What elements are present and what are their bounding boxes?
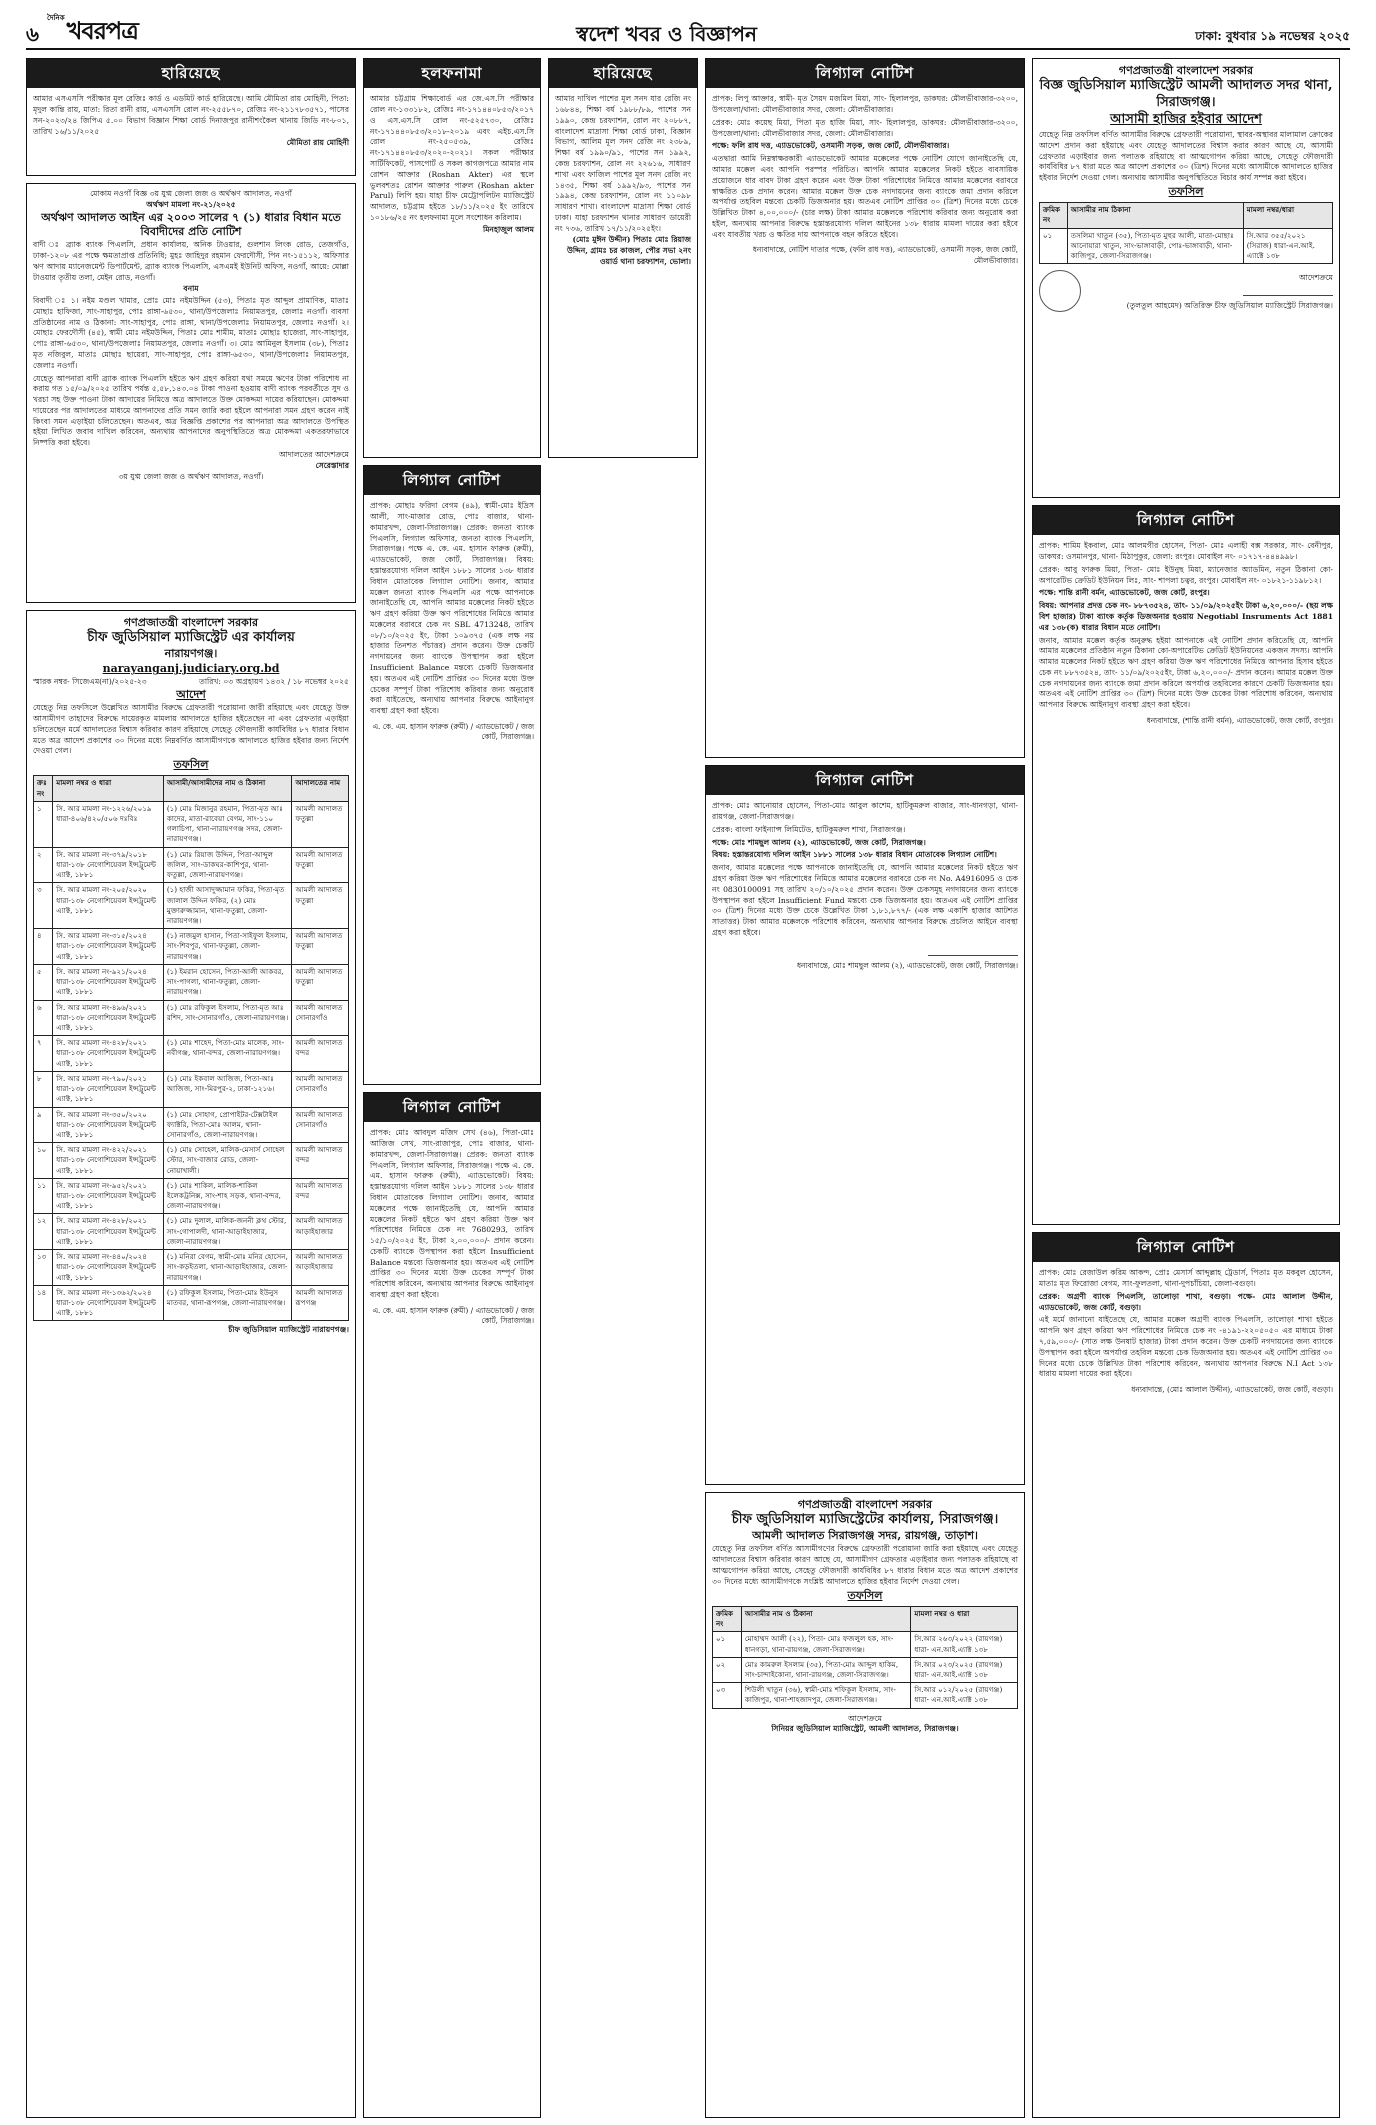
table-row: [34, 1214, 349, 1250]
table-footer: চীফ জুডিসিয়াল ম্যাজিস্ট্রেট নারায়ণগঞ্জ।: [228, 1325, 349, 1335]
memo-number: স্মারক নম্বর- সিজেএম(না)/২০২৫-২৩: [33, 677, 147, 687]
table-cell: আমলী আদালত সোনারগাঁও: [292, 1071, 349, 1107]
table-cell: সি. আর মামলা নং-৪৪০/২০২৪ ধারা-১৩৮ নেগোশিয়েবল ইন্সট্রুমেন্ট এ্যাক্ট, ১৮৮১: [53, 1250, 164, 1286]
ad-band: লিগ্যাল নোটিশ: [706, 766, 1024, 795]
ad-band: লিগ্যাল নোটিশ: [706, 59, 1024, 88]
table-cell: সি. আর মামলা নং-৪২৮/২০২১ ধারা-১৩৮ নেগোশিয়েবল ইন্সট্রুমেন্ট এ্যাক্ট, ১৮৮১: [53, 1036, 164, 1072]
gov-title: গণপ্রজাতন্ত্রী বাংলাদেশ সরকার: [123, 616, 259, 629]
table-cell: ১০: [34, 1143, 53, 1179]
table-cell: সি.আর ০২৩/২০২৫ (রায়গঞ্জ) ধারা- এন.আই.এ্যাক্ট ১৩৮: [911, 1657, 1018, 1682]
table-cell: আমলী আদালত ফতুল্লা: [292, 883, 349, 929]
schedule-title: তফসিল: [173, 758, 209, 772]
notice-signature: ধন্যবাদান্তে, (শান্তি রানী বর্মন), এ্যাডভোকেট, জজ কোর্ট, রংপুর।: [1146, 716, 1333, 726]
subject: বিষয়: হস্তান্তরযোগ্য দলিল আইন ১৮৮১ সালের ১৩৮ ধারার বিধান মোতাবেক লিগ্যাল নোটিশ।: [712, 850, 997, 860]
table-cell: ১১: [34, 1178, 53, 1214]
office-title: বিজ্ঞ জুডিসিয়াল ম্যাজিস্ট্রেট আমলী আদালত সদর থানা, সিরাজগঞ্জ।: [1039, 78, 1333, 111]
ad-band: লিগ্যাল নোটিশ: [1033, 1233, 1339, 1262]
table-header-cell: মামলা নম্বর/ধারা: [1243, 203, 1332, 228]
table-cell: ২: [34, 847, 53, 883]
notice-signature: এ. কে. এম. হাসান ফারুক (রুমী) / এ্যাডভোকেট / জজ কোর্ট, সিরাজগঞ্জ।: [372, 721, 534, 742]
table-cell: আমলী আদালত সোনারগাঁও: [292, 1000, 349, 1036]
table-cell: আমলী আদালত সোনারগাঁও: [292, 1107, 349, 1143]
sender: প্রেরক: বাংলা ফাইন্যান্স লিমিটেড, হাটিকুমরুল শাখা, সিরাজগঞ্জ।: [712, 824, 906, 834]
table-row: [34, 883, 349, 929]
table-header-cell: আসামী/আসামীদের নাম ও ঠিকানা: [163, 776, 292, 801]
table-cell: সি.আর ০১২/২০২৫ (রায়গঞ্জ) ধারা- এন.আই.এ্যাক্ট ১৩৮: [911, 1683, 1018, 1708]
table-header-cell: ক্রমিক নং: [1040, 203, 1068, 228]
table-row: [713, 1683, 1018, 1708]
column-4: [705, 58, 1025, 2118]
table-cell: (১) মোঃ সোহেল, মালিক-মেসার্স সোহেল স্টোর, সাং-বাজার রোড, জেলা-নোয়াখালী।: [163, 1143, 292, 1179]
table-row: [34, 964, 349, 1000]
notice-body: জনাব, আমার মক্কেলের পক্ষে আপনাকে জানাইতেছি যে, আপনি আমার মক্কেলের নিকট হইতে ঋণ গ্রহণ করিয়া উক্ত ঋণ পরিশোধের নিমিত্তে আমার মক্কেলের বরাবরে চেক নং No. A4916095 ও চেক নং 0830100091 সহ তারিখ ২০/১০/২০২৫ প্রদান করেন। উক্ত চেকসমূহ নগদায়নের জন্য ব্যাংকে উপস্থাপন করা হইলে Insufficient Fund মন্তব্যে চেক ডিজঅনার হয়। অতএব এই নোটিশ প্রাপ্তির ৩০ (ত্রিশ) দিনের মধ্যে উক্ত চেকে উল্লেখিত টাকা ১,৮১,৮৭৭/- (এক লক্ষ একাশি হাজার আটশত সাতাত্তর) টাকা আমার মক্কেলকে পরিশোধ করিবেন, অন্যথায় আপনার বিরুদ্ধে প্রচলিত আইনে ব্যবস্থা গ্রহণ করা হইবে।: [712, 863, 1018, 937]
ad-band: হলফনামা: [364, 59, 540, 88]
notice-body: এই মর্মে জানানো যাইতেছে যে, আমার মক্কেল অগ্রণী ব্যাংক পিএলসি, তালোড়া শাখা হইতে আপনি ঋণ গ্রহণ করিয়া ঋণ পরিশোধের নিমিত্তে চেক নং -৪১৯১-২২০৫০৫০ এর মাধ্যমে টাকা ৭,৫৯,০০০/- (সাত লক্ষ উনষাট হাজার) টাকা প্রদান করেন। উক্ত চেকটি নগদায়নের জন্য ব্যাংকে উপস্থাপন করা হইলে অপর্যাপ্ত তহবিল মন্তব্যে চেক ডিজঅনার হয়। অতএব এই নোটিশ প্রাপ্তির ৩০ দিনের মধ্যে চেকে উল্লিখিত টাকা পরিশোধ করিবেন, অন্যথায় আপনার বিরুদ্ধে N.I Act ১৩৮ ধারায় মামলা দায়ের করা হইবে।: [1039, 1315, 1333, 1379]
table-cell: সি. আর মামলা নং-৪২২/২০২১ ধারা-১৩৮ নেগোশিয়েবল ইন্সট্রুমেন্ট এ্যাক্ট, ১৮৮১: [53, 1143, 164, 1179]
accused-table: [1039, 202, 1333, 264]
table-cell: সি.আর ৩৫৫/২০২১ (সিরাজ) ধারা-এন.আই. এ্যাক্টে ১৩৮: [1243, 228, 1332, 264]
notice-body: এতদ্বারা আমি নিম্নস্বাক্ষরকারী এ্যাডভোকেট আমার মক্কেলের পক্ষে নোটিশ যোগে জানাইতেছি যে, আমার মক্কেল এবং আপনি পরস্পর পরিচিত। আপনি আমার মক্কেলের নিকট হইতে ব্যবসায়িক প্রয়োজনে ধার বাবদ টাকা গ্রহণ করেন এবং উক্ত টাকা পরিশোধের নিমিত্তে আমার মক্কেলের বরাবরে স্বাক্ষরিত চেক প্রদান করেন। আমার মক্কেল উক্ত চেক নগদায়নের জন্য ব্যাংকে জমা প্রদান করিলে অপর্যাপ্ত তহবিল মন্তব্যে চেকটি ডিজঅনার হয়। অতএব নোটিশ প্রাপ্তির ৩০ (ত্রিশ) দিনের মধ্যে চেকে উল্লিখিত টাকা ৪,০০,০০০/- (চার লক্ষ) টাকা আমার মক্কেলকে পরিশোধ করিবার জন্য অনুরোধ করা হইল, অন্যথায় আপনার বিরুদ্ধে হস্তান্তরযোগ্য দলিল আইনের ১৩৮ ধারায় মামলা দায়ের করা হইবে এবং যাবতীয় খরচ ও ক্ষতির দায় আপনাকে বহন করিতে হইবে।: [712, 154, 1018, 239]
table-row: [34, 1143, 349, 1179]
court-name: আমলী আদালত সিরাজগঞ্জ সদর, রায়গঞ্জ, তাড়াশ।: [752, 1529, 978, 1543]
legal-notice-moulvibazar: [705, 58, 1025, 758]
table-cell: (১) ইমরান হোসেন, পিতা-আলী আকবর, সাং-পাগলা, থানা-ফতুল্লা, জেলা-নারায়ণগঞ্জ।: [163, 964, 292, 1000]
legal-notice-janata-1: [363, 465, 541, 1085]
table-row: [713, 1632, 1018, 1657]
column-5: [1032, 58, 1340, 2118]
notice-body: প্রাপক: মোঃ আবদুল মজিদ সেখ (৪৬), পিতা-মোঃ আজিজ সেখ, সাং-রাজাপুর, পোঃ বাজার, থানা-কামারখন্দ, জেলা-সিরাজগঞ্জ। প্রেরক: জনতা ব্যাংক পিএলসি, লিগ্যাল অফিসার, সিরাজগঞ্জ। পক্ষে এ. কে. এম. হাসান ফারুক (রুমী), এ্যাডভোকেট। বিষয়: হস্তান্তরযোগ্য দলিল আইন ১৮৮১ সালের ১৩৮ ধারার বিধান মোতাবেক লিগ্যাল নোটিশ। জনাব, আমার মক্কেলের পক্ষে জানাইতেছি যে, আপনি আমার মক্কেলের নিকট হইতে ঋণ গ্রহণ করিয়া উক্ত ঋণ পরিশোধের নিমিত্তে চেক নং 7680293, তারিখ ১৫/১০/২০২৫ ইং, টাকা ২,০০,০০০/- প্রদান করেন। চেকটি ব্যাংকে উপস্থাপন করা হইলে Insufficient Balance মন্তব্যে ডিজঅনার হয়। অতএব এই নোটিশ প্রাপ্তির ৩০ দিনের মধ্যে উক্ত চেকের সম্পূর্ণ টাকা পরিশোধ করিবেন, অন্যথায় আপনার বিরুদ্ধে আইনানুগ ব্যবস্থা গ্রহণ করা হইবে।: [370, 1128, 534, 1300]
table-header-cell: মামলা নম্বর ও ধারা: [53, 776, 164, 801]
table-cell: ০১: [1040, 228, 1068, 264]
table-cell: ৮: [34, 1071, 53, 1107]
schedule-title: তফসিল: [847, 1588, 883, 1602]
table-footer: সিনিয়র জুডিসিয়াল ম্যাজিস্ট্রেট, আমলী আদালত, সিরাজগঞ্জ।: [771, 1724, 959, 1734]
lost-ad-1: [26, 58, 356, 176]
notice-body: যেহেতু আপনারা বাদী ব্র্যাক ব্যাংক পিএলসি হইতে ঋণ গ্রহণ করিয়া যথা সময়ে ঋণের টাকা পরিশোধ না করায় গত ১৫/০৯/২০২৫ তারিখ পর্যন্ত ৫,৫৮,১৪৩.০৪ টাকা পাওনা হওয়ায় বাদী ব্যাংক পরবর্তীতে সুদ ও খরচা সহ উক্ত পাওনা টাকা আদায়ের নিমিত্তে অত্র আদালতে উক্ত মোকদ্দমা দায়ের করিয়াছেন। মোকদ্দমা দায়েরের পর আদালতের মাধ্যমে আপনাদের প্রতি সমন জারি করা হইলে আপনারা সমন গ্রহণ করেন নাই কিংবা সমন এড়াইয়া চলিতেছেন। অতএব, অত্র বিজ্ঞপ্তি প্রকাশের পর আপনারা অত্র আদালতে উপস্থিত হইয়া লিখিত জবাব দাখিল করিবেন, অন্যথায় আপনাদের অনুপস্থিতিতে অত্র মোকদ্দমা একতরফাভাবে নিষ্পত্তি করা হইবে।: [33, 373, 349, 448]
office-title: চীফ জুডিসিয়াল ম্যাজিস্ট্রেটের কার্যালয়, সিরাজগঞ্জ।: [731, 1512, 999, 1528]
newspaper-logo: $^{দৈনিক}$খবরপত্র: [47, 13, 138, 45]
recipient: প্রাপক: শামিম ইকবাল, মোঃ আলমগীর হোসেন, পিতা- মোঃ এলাহী বক্স সরকার, সাং- বেনীপুর, ডাকঘর: ওসমানপুর, থানা- মিঠাপুকুর, জেলা: রংপুর। মোবাইল নং- ০১৭১৭-৪৪৪৯৯৮।: [1039, 541, 1333, 562]
table-cell: ৩: [34, 883, 53, 929]
table-row: [713, 1657, 1018, 1682]
column-2: [363, 58, 541, 2118]
table-cell: আমলী আদালত বন্দর: [292, 1178, 349, 1214]
sender: প্রেরক: আবু ফারুক মিয়া, পিতা- মোঃ ইউনুছ মিয়া, ম্যানেজার অ্যাডমিন, নতুন ঠিকানা কো-অপারেটিভ ক্রেডিট ইউনিয়ন লিঃ, সাং- শাপলা চত্বর, রংপুর। মোবাইল নং- ০১৮২১-১১৯৮১২।: [1039, 564, 1333, 585]
subject: বিষয়: আপনার প্রদত্ত চেক নং- ৮৮৭৩৫২৪, তাং- ১১/০৯/২০২৫ইং টাকা ৬,২০,০০০/- (ছয় লক্ষ বিশ হাজার) টাকা ব্যাংক কর্তৃক ডিজঅনার হওয়ায় Negotiabl Insruments Act 1881 এর ১৩৮(ক) ধারার বিধান মতে নোটিশ।: [1039, 601, 1333, 632]
table-row: [34, 1178, 349, 1214]
plaintiff: বাদী ঃ ব্র্যাক ব্যাংক পিএলসি, প্রধান কার্যালয়, অনিক টাওয়ার, গুলশান লিংক রোড, তেজগাঁও, ঢাকা-১২০৮ এর পক্ষে ক্ষমতাপ্রাপ্ত প্রতিনিধি; মুহঃ জাহিদুর রহমান ফেরদৌসী, পিন নং-১৫১১২, অফিসার ঋণ আদায় ম্যানেজমেন্ট ডিপার্টমেন্ট, ব্র্যাক ব্যাংক পিএলসি, এসএমই ইউনিট অফিস, নওগাঁ, আয়ে: মোল্লা টাওয়ার তৃতীয় তলা, মেইন রোড, নওগাঁ।: [33, 240, 349, 282]
table-row: [1040, 228, 1333, 264]
gov-title: গণপ্রজাতন্ত্রী বাংলাদেশ সরকার: [1118, 64, 1254, 77]
order-line: আদালতের আদেশক্রমে: [278, 450, 349, 459]
ad-band: লিগ্যাল নোটিশ: [1033, 506, 1339, 535]
dateline: ঢাকা: বুধবার ১৯ নভেম্বর ২০২৫: [1195, 28, 1350, 43]
table-header-cell: আসামীর নাম ঠিকানা: [1067, 203, 1243, 228]
representative: পক্ষে: ফলি রাধ দত্ত, এ্যাডভোকেট, ওসমানী সড়ক, জজ কোর্ট, মৌলভীবাজার।: [712, 141, 950, 151]
table-cell: আমলী আদালত আড়াইহাজার: [292, 1214, 349, 1250]
ad-signature: মিনহাজুল আলম: [483, 224, 534, 234]
table-cell: ০১: [713, 1632, 742, 1657]
handwritten-signature: [1243, 284, 1333, 296]
ad-signature: (মোঃ মুঈন উদ্দীন) পিতাঃ মোঃ রিয়াজ উদ্দিন, গ্রামঃ চর কাজল, পৌর সভা ২নং ওয়ার্ড থানা চরফ্যাশন, ভোলা।: [567, 235, 691, 267]
representative: পক্ষে: শান্তি রানী বর্মন, এ্যাডভোকেট, জজ কোর্ট, রংপুর।: [1039, 588, 1210, 598]
ad-signature: মৌমিতা রায় মোহিনী: [286, 138, 349, 148]
recipient: প্রাপক: মোঃ আনোয়ার হোসেন, পিতা-মোঃ আবুল কাশেম, হাটিকুমরুল বাজার, সাং-ধানগড়া, থানা-রায়গঞ্জ, জেলা-সিরাজগঞ্জ।: [712, 801, 1018, 822]
table-header-cell: আদালতের নাম: [292, 776, 349, 801]
notice-signature: ধন্যবাদান্তে, মোঃ শামছুল আলম (২), এ্যাডভোকেট, জজ কোর্ট, সিরাজগঞ্জ।: [712, 944, 1018, 972]
table-row: [34, 1250, 349, 1286]
table-cell: (১) রফিকুল ইসলাম, পিতা-মোঃ ইউনুস মাতবর, থানা-রূপগঞ্জ, জেলা-নারায়ণগঞ্জ।: [163, 1285, 292, 1321]
table-cell: (১) মোঃ শাকিল, মালিক-শাকিল ইলেকট্রনিক্স, সাং-শাহ সড়ক, থানা-বন্দর, জেলা-নারায়ণগঞ্জ।: [163, 1178, 292, 1214]
order-line: আদেশক্রমে: [847, 1713, 882, 1723]
table-cell: শিউলী খাতুন (৩৬), স্বামী-মোঃ শফিকুল ইসলাম, সাং-কাজিপুর, থানা-শাহজাদপুর, জেলা-সিরাজগঞ্জ।: [741, 1683, 911, 1708]
table-cell: সি. আর মামলা নং-৩৫০/২০২০ ধারা-১৩৮ নেগোশিয়েবল ইন্সট্রুমেন্ট এ্যাক্ট, ১৮৮১: [53, 1107, 164, 1143]
table-header-cell: ক্রমিক নং: [713, 1606, 742, 1631]
table-cell: ০২: [713, 1657, 742, 1682]
table-cell: সি. আর মামলা নং-৪২৮/২০২১ ধারা-১৩৮ নেগোশিয়েবল ইন্সট্রুমেন্ট এ্যাক্ট, ১৮৮১: [53, 1214, 164, 1250]
notice-heading: অর্থঋণ আদালত আইন এর ২০০৩ সালের ৭ (১) ধারার বিধান মতে বিবাদীদের প্রতি নোটিশ: [41, 210, 341, 238]
table-cell: ৬: [34, 1000, 53, 1036]
ad-text: আমার দাখিল পাশের মূল সনদ যার রেজি নং ১৬৮৪৪, শিক্ষা বর্ষ ১৯৮৮/৮৯, পাশের সন ১৯৯০, কেন্দ্র চরফ্যাশন, রোল নং ২০৮৮৭, বাংলাদেশ মাদ্রাসা শিক্ষা বোর্ড ঢাকা, বিজ্ঞান বিভাগ, আলিম মূল সনদ রেজি নং ২৩৮৯, শিক্ষা বর্ষ ১৯৯০/৯১, পাশের সন ১৯৯২, কেন্দ্র চরফ্যাশন, রোল নং ২২৬১৬, সাধারণ শাখা এবং ফাজিল পাশের মূল সনদ রেজি নং ১৪৩৫, শিক্ষা বর্ষ ১৯৯২/৯৩, পাশের সন ১৯৯৪, কেন্দ্র চরফ্যাশন, রোল নং ১১০৯৮ সাধারণ শাখা। বাংলাদেশ মাদ্রাসা শিক্ষা বোর্ড ঢাকা। যাহা চরফ্যাশন থানার সাধারণ ডায়েরী নং ৭৩৬, তারিখ ১৭/১১/২০২৫ইং।: [555, 94, 691, 233]
defendants: বিবাদী ঃ ১। নইম মণ্ডল খামার, প্রোঃ মোঃ নইমউদ্দিন (৫৩), পিতাঃ মৃত আব্দুল প্রামাণিক, মাতাঃ মোছাঃ হাফিজা, সাং-সাহাপুর, পোঃ রাঙ্গা-৬৫৩০, থানা/উপজেলাঃ নিয়ামতপুর, জেলাঃ নওগাঁ। ব্যবসা প্রতিষ্ঠানের নাম ও ঠিকানা: সাং-সাহাপুর, পোঃ রাঙ্গা, থানা/উপজেলাঃ নিয়ামতপুর, জেলাঃ নওগাঁ। ২। মোছাঃ ফেরদৌসী (৪৫), স্বামী মোঃ নইমউদ্দিন, পিতাঃ মোঃ শামীম, মাতাঃ মোছাঃ হাজেরা, সাং-সাহাপুর, পোঃ রাঙ্গা-৬৫৩০, থানা/উপজেলাঃ নিয়ামতপুর, জেলাঃ নওগাঁ। ৩। মোঃ আমিনুল ইসলাম (৩৮), পিতাঃ মৃত নজিবুল, মাতাঃ মোছাঃ ছায়েরা, সাং-সাহাপুর, পোঃ রাঙ্গা-৬৫৩০, থানা/উপজেলাঃ নিয়ামতপুর, জেলাঃ নওগাঁ।: [33, 296, 349, 370]
table-header-cell: আসামীর নাম ও ঠিকানা: [741, 1606, 911, 1631]
table-cell: (১) মোঃ সোহাগ, প্রোপাইটর-টেক্সটাইল ফ্যাক্টরি, পিতা-মোঃ আলম, থানা-সোনারগাঁও, জেলা-নারায়ণগঞ্জ।: [163, 1107, 292, 1143]
table-cell: ৯: [34, 1107, 53, 1143]
column-1: [26, 58, 356, 2118]
table-row: [34, 1285, 349, 1321]
table-cell: (১) মোঃ ইকবাল আজিজ, পিতা-আঃ আজিজ, সাং-মিরপুর-২, ঢাকা-১২১৬।: [163, 1071, 292, 1107]
table-cell: সি. আর মামলা নং-৪৯৬/২০২১ ধারা-১৩৮ নেগোশিয়েবল ইন্সট্রুমেন্ট এ্যাক্ট, ১৮৮১: [53, 1000, 164, 1036]
order-body: যেহেতু নিম্ন তফসিল বর্ণিত আসামীর বিরুদ্ধে গ্রেফতারী পরোয়ানা, স্থাবর-অস্থাবর মালামাল ক্রোকের আদেশ প্রদান করা হইয়াছে এবং যেহেতু আদালতের বিশ্বাস করার কারণ আছে যে, আসামী গ্রেফতার এড়াইবার জন্য পলাতক রহিয়াছে বা আত্মগোপন করিয়া আছে, সেহেতু ফৌজদারী কার্যবিধির ৮৭ ধারা মতে অত্র আদেশ প্রকাশের ৩০ (ত্রিশ) দিনের মধ্যে আসামীকে আদালতে হাজির হইবার নির্দেশ দেওয়া গেল। অন্যথায় আসামীর অনুপস্থিতিতে বিচার কার্য সম্পন্ন করা হইবে।: [1039, 129, 1333, 183]
order-line: আদেশক্রমে: [1298, 272, 1333, 282]
legal-notice-bogura: [1032, 1232, 1340, 2118]
table-row: [34, 929, 349, 965]
table-cell: আমলী আদালত বন্দর: [292, 1036, 349, 1072]
table-cell: সি. আর মামলা নং-৩১৫/২০২৪ ধারা-১৩৮ নেগোশিয়েবল ইন্সট্রুমেন্ট এ্যাক্ট, ১৮৮১: [53, 929, 164, 965]
ad-text: আমার চট্টগ্রাম শিক্ষাবোর্ড এর জে.এস.সি পরীক্ষার রোল নং-১৩৩১৮২, রেজিঃ নং-১৭১৪৪০৮৫৩/২০১৭ ও এস.এস.সি রোল নং-৫২৫৭৩০, রেজিঃ নং-১৭১৪৪০৮৫৩/২০১৮-২০১৯ এবং এইচ.এস.সি রোল নং-২৫০৫৩৯, রেজিঃ নং-১৭১৪৪০৮৫৩/২০২০-২০২১। সকল পরীক্ষার সার্টিফিকেট, পাসপোর্ট ও সকল কাগজপত্রে আমার নাম রোশন আক্তার (Roshan Akter) এর স্থলে ভুলবশতঃ রোশন আক্তার পারুল (Roshan akter Parul) লিপি হয়। যাহা চীফ মেট্রোপলিটন ম্যাজিস্ট্রেট আদালত, চট্টগ্রাম হইতে ১৮/১১/২০২৫ ইং তারিখে ১০১৮৬/২৫ নং হলফনামা মূলে সংশোধন করিলাম।: [370, 94, 534, 222]
table-cell: ১৪: [34, 1285, 53, 1321]
table-cell: সি. আর মামলা নং-৯২১/২০২৪ ধারা-১৩৮ নেগোশিয়েবল ইন্সট্রুমেন্ট এ্যাক্ট, ১৮৮১: [53, 964, 164, 1000]
table-cell: (১) মনিরা বেগম, স্বামী-মোঃ মনির হোসেন, সাং-কড়ইতলা, থানা-আড়াইহাজার, জেলা-নারায়ণগঞ্জ।: [163, 1250, 292, 1286]
notice-body: প্রাপক: মোছাঃ ফরিদা বেগম (৪৯), স্বামী-মোঃ ইদ্রিস আলী, সাং-মাজার রোড, পোঃ বাজার, থানা-কামারখন্দ, জেলা-সিরাজগঞ্জ। প্রেরক: জনতা ব্যাংক পিএলসি, লিগ্যাল অফিসার, জনতা ব্যাংক পিএলসি, সিরাজগঞ্জ। পক্ষে এ. কে. এম. হাসান ফারুক (রুমী), এ্যাডভোকেট, জজ কোর্ট, সিরাজগঞ্জ। বিষয়: হস্তান্তরযোগ্য দলিল আইন ১৮৮১ সালের ১৩৮ ধারার বিধান মোতাবেক লিগ্যাল নোটিশ। জনাব, আমার মক্কেল জনতা ব্যাংক পিএলসি এর পক্ষে আপনাকে জানাইতেছি যে, আপনি আমার মক্কেলের নিকট হইতে ঋণ গ্রহণ করিয়া উক্ত ঋণ পরিশোধের নিমিত্তে আমার মক্কেলের বরাবরে চেক নং SBL 4713248, তারিখ ০৮/১০/২০২৫ ইং, টাকা ১০৯৩৭৫ (এক লক্ষ নয় হাজার তিনশত পঁচাত্তর) প্রদান করেন। উক্ত চেকটি নগদায়নের জন্য ব্যাংকে উপস্থাপন করা হইলে Insufficient Balance মন্তব্যে চেকটি ডিজঅনার হয়। অতএব এই নোটিশ প্রাপ্তির ৩০ দিনের মধ্যে উক্ত চেকের সম্পূর্ণ টাকা পরিশোধ করিবার জন্য অনুরোধ করা যাইতেছে, অন্যথায় আপনার বিরুদ্ধে আইনানুগ ব্যবস্থা গ্রহণ করা হইবে।: [370, 501, 534, 716]
table-cell: আমলী আদালত ফতুল্লা: [292, 964, 349, 1000]
order-signature: (তুলতুল আহমেদ) অতিরিক্ত চীফ জুডিসিয়াল ম্যাজিস্ট্রেট সিরাজগঞ্জ।: [1126, 301, 1333, 311]
table-row: [34, 1000, 349, 1036]
ad-band: হারিয়েছে: [549, 59, 697, 88]
memo-date: তারিখ: ০৩ অগ্রহায়ণ ১৪৩২ / ১৮ নভেম্বর ২০২৫: [199, 677, 349, 687]
notice-signature: ধন্যবাদান্তে, নোটিশ দাতার পক্ষে, (ফলি রাধ দত্ত), এ্যাডভোকেট, ওসমানী সড়ক, জজ কোর্ট, মৌলভীবাজার।: [752, 245, 1018, 265]
recipient: প্রাপক: মোঃ রেজাউল করিম আকন্দ, প্রোঃ মেসার্স আব্দুল্লাহ ট্রেডার্স, পিতাঃ মৃত মকবুল হোসেন, মাতাঃ মৃত ফিরোজা বেগম, সাং-ফুলতলা, থানা-দুপচাঁচিয়া, জেলা-বগুড়া।: [1039, 1268, 1333, 1289]
table-cell: ১২: [34, 1214, 53, 1250]
table-cell: (১) মোঃ রিয়াজ উদ্দিন, পিতা-আব্দুল জলিল, সাং-ডাকঘর-কাশিপুর, থানা-ফতুল্লা, জেলা-নারায়ণগঞ্জ।: [163, 847, 292, 883]
notice-signature: এ. কে. এম. হাসান ফারুক (রুমী) / এ্যাডভোকেট / জজ কোর্ট, সিরাজগঞ্জ।: [372, 1305, 534, 1326]
table-header-cell: ক্রঃ নং: [34, 776, 53, 801]
representative: পক্ষে: মোঃ শামছুল আলম (২), এ্যাডভোকেট, জজ কোর্ট, সিরাজগঞ্জ।: [712, 837, 926, 847]
court-website: narayanganj.judiciary.org.bd: [102, 662, 280, 676]
ad-text: আমার এসএসসি পরীক্ষার মূল রেজিঃ কার্ড ও এডমিট কার্ড হারিয়েছে। আমি মৌমিতা রায় মোহিনী, পিতা: মৃদুল কান্তি রায়, মাতা: রিতা রানী রায়, এসএসসি রোল নং-২৫৫৮৭০, রেজিঃ নং-২১১৭৮৩৫৭১, পাসের সন-২০২৩/২৪ জিপিএ ৫.০০ বিভাগ বিজ্ঞান শিক্ষা বোর্ড দিনাজপুর রানীশংকৈল থানায় জিডি নং-৮০১, তারিখ ১৬/১১/২০২৫: [33, 94, 349, 136]
table-cell: আমলী আদালত বন্দর: [292, 1143, 349, 1179]
table-cell: ৪: [34, 929, 53, 965]
table-cell: মোহাম্মদ আলী (২২), পিতা- মোঃ ফজলুল হক, সাং-ধানগড়া, থানা-রায়গঞ্জ, জেলা-সিরাজগঞ্জ।: [741, 1632, 911, 1657]
versus: বনাম: [183, 284, 199, 294]
table-cell: (১) নাজমুল হাসান, পিতা-সাইফুল ইসলাম, সাং-শিবপুর, থানা-ফতুল্লা, জেলা-নারায়ণগঞ্জ।: [163, 929, 292, 965]
order-body: যেহেতু নিম্ন তফসিল বর্ণিত আসামীগণের বিরুদ্ধে গ্রেফতারী পরোয়ানা জারি করা হইয়াছে এবং যেহেতু আদালতের বিশ্বাস করিবার কারণ আছে যে, আসামীগণ গ্রেফতার এড়াইবার জন্য পলাতক রহিয়াছে বা আত্মগোপন করিয়া আছে, সেহেতু ফৌজদারী কার্যবিধির ৮৭ ধারার বিধান মতে অত্র আদেশ প্রকাশের ৩০ দিনের মধ্যে আসামীগণকে সংশ্লিষ্ট আদালতে হাজির হইবার নির্দেশ দেওয়া গেল।: [712, 1544, 1018, 1586]
court-order-sirajganj: [1032, 58, 1340, 498]
table-cell: আমলী আদালত ফতুল্লা: [292, 801, 349, 847]
schedule-title: তফসিল: [1168, 184, 1204, 198]
order-title: আদেশ: [176, 687, 206, 701]
court-seal: [1039, 270, 1081, 312]
table-cell: সি.আর ২৬৩/২০২২ (রায়গঞ্জ) ধারা- এন.আই.এ্যাক্ট ১৩৮: [911, 1632, 1018, 1657]
table-row: [34, 1071, 349, 1107]
table-cell: ৭: [34, 1036, 53, 1072]
notice-body: জনাব, আমার মক্কেল কর্তৃক অনুরুদ্ধ হইয়া আপনাকে এই নোটিশ প্রদান করিতেছি যে, আপনি আমার মক্কেলের প্রতিষ্ঠান নতুন ঠিকানা কো-অপারেটিভ ক্রেডিট ইউনিয়নের একজন সদস্য। আপনি আমার মক্কেলের নিকট হইতে ঋণ গ্রহণ করিয়া উক্ত ঋণ পরিশোধের নিমিত্তে আপনার হিসাব হইতে চেক নং ৮৮৭৩৫২৪, তাং- ১১/০৯/২০২৫ইং, টাকা ৬,২০,০০০/- প্রদান করেন। আমার মক্কেল উক্ত চেক নগদায়নের জন্য ব্যাংকে জমা প্রদান করিলে অপর্যাপ্ত তহবিলের কারণে চেকটি ডিজঅনার হয়। অতএব এই নোটিশ প্রাপ্তির ৩০ (ত্রিশ) দিনের মধ্যে উক্ত চেকের টাকা পরিশোধ করিবেন, অন্যথায় আপনার বিরুদ্ধে আইনানুগ ব্যবস্থা গ্রহণ করা হইবে।: [1039, 635, 1333, 710]
office-title: চীফ জুডিসিয়াল ম্যাজিস্ট্রেট এর কার্যালয়: [87, 630, 295, 646]
table-cell: সি. আর মামলা নং-৩৭৯/২০১৮ ধারা-১৩৮ নেগোশিয়েবল ইন্সট্রুমেন্ট এ্যাক্ট, ১৮৮১: [53, 847, 164, 883]
handwritten-signature: [928, 944, 1018, 956]
court-name: মোকাম নওগাঁ বিজ্ঞ ৩য় যুগ্ম জেলা জজ ও অর্থঋণ আদালত, নওগাঁ: [90, 189, 292, 198]
notice-signature: ধন্যবাদান্তে, (মোঃ আলাল উদ্দীন), এ্যাডভোকেট, জজ কোর্ট, বগুড়া।: [1131, 1385, 1333, 1395]
cjm-narayanganj-notice: [26, 610, 356, 2118]
cjm-sirajganj-notice: [705, 1492, 1025, 2118]
ad-band: লিগ্যাল নোটিশ: [364, 466, 540, 495]
table-cell: তসলিমা খাতুন (৩৫), পিতা-মৃত মুহুর আলী, মাতা-মোছাঃ আনোয়ারা খাতুন, সাং-ভাঙ্গাবাড়ী, পোঃ-ভাঙ্গাবাড়ী, থানা-কাজিপুর, জেলা-সিরাজগঞ্জ।: [1067, 228, 1243, 264]
section-title: স্বদেশ খবর ও বিজ্ঞাপন: [576, 21, 757, 46]
table-row: [34, 847, 349, 883]
order-body: যেহেতু নিম্ন তফসিলে উল্লেখিত আসামীর বিরুদ্ধে গ্রেফতারী পরোয়ানা জারী রহিয়াছে এবং যেহেতু উক্ত আসামীগণ তাহাদের বিরুদ্ধে দায়েরকৃত মামলায় আদালতে হাজির হইতেছেন না এবং গ্রেফতার এড়াইয়া চলিতেছেন মর্মে আদালতের বিশ্বাস করিবার কারণ রহিয়াছে সেহেতু ফৌজদারী কার্যবিধির ৮৭ ধারার বিধান মতে অত্র আদেশ প্রকাশের ৩০ দিনের মধ্যে নিম্নবর্ণিত আসামীগণকে আদালতে হাজির হইবার জন্য নির্দেশ দেওয়া গেল।: [33, 703, 349, 756]
table-cell: (১) মোঃ রফিকুল ইসলাম, পিতা-মৃত আঃ রশিদ, সাং-সোনারগাঁও, জেলা-নারায়ণগঞ্জ।: [163, 1000, 292, 1036]
sender: প্রেরক: অগ্রণী ব্যাংক পিএলসি, তালোড়া শাখা, বগুড়া। পক্ষে- মোঃ আলাল উদ্দীন, এ্যাডভোকেট, জজ কোর্ট, বগুড়া।: [1039, 1291, 1333, 1312]
table-cell: সি. আর মামলা নং-১৩৬২/২০২৪ ধারা-১৩৮ নেগোশিয়েবল ইন্সট্রুমেন্ট এ্যাক্ট, ১৮৮১: [53, 1285, 164, 1321]
legal-notice-sirajganj: [705, 765, 1025, 1485]
order-title: আসামী হাজির হইবার আদেশ: [1110, 112, 1262, 128]
table-row: [34, 801, 349, 847]
district: নারায়ণগঞ্জ।: [164, 647, 218, 661]
ad-band: লিগ্যাল নোটিশ: [364, 1093, 540, 1122]
legal-notice-rangpur: [1032, 505, 1340, 1225]
table-header-cell: মামলা নম্বর ও ধারা: [911, 1606, 1018, 1631]
table-cell: সি. আর মামলা নং-৯৫২/২০২১ ধারা-১৩৮ নেগোশিয়েবল ইন্সট্রুমেন্ট এ্যাক্ট, ১৮৮১: [53, 1178, 164, 1214]
affidavit-ad: [363, 58, 541, 458]
recipient: প্রাপক: লিপু আক্তার, স্বামী- মৃত সৈয়দ মজমিল মিয়া, সাং- হিলালপুর, ডাকঘর: মৌলভীবাজার-৩২০০, উপজেলা/থানা: মৌলভীবাজার সদর, জেলা: মৌলভীবাজার।: [712, 94, 1018, 115]
table-cell: আমলী আদালত রূপগঞ্জ: [292, 1285, 349, 1321]
masthead: [26, 13, 1350, 50]
court-notice-naogaon: [26, 183, 356, 603]
lost-ad-2: [548, 58, 698, 458]
accused-table: [33, 775, 349, 1321]
table-cell: (১) মোঃ মিজানুর রহমান, পিতা-মৃত আঃ কাদের, মাতা-রাবেয়া বেগম, সাং-১১০ গলাচিপা, থানা-নারায়ণগঞ্জ সদর, জেলা-নারায়ণগঞ্জ।: [163, 801, 292, 847]
table-row: [34, 1107, 349, 1143]
table-cell: সি. আর মামলা নং-২০৫/২০২০ ধারা-১৩৮ নেগোশিয়েবল ইন্সট্রুমেন্ট এ্যাক্ট, ১৮৮১: [53, 883, 164, 929]
table-cell: (১) মোঃ শাহেদ, পিতা-মোঃ মালেক, সাং-নবীগঞ্জ, থানা-বন্দর, জেলা-নারায়ণগঞ্জ।: [163, 1036, 292, 1072]
table-cell: মোঃ কামরুল ইসলাম (৩৫), পিতা-মোঃ আব্দুল হাকিম, সাং-চান্দাইকোনা, থানা-রায়গঞ্জ, জেলা-সিরাজগঞ্জ।: [741, 1657, 911, 1682]
table-row: [34, 1036, 349, 1072]
column-3: [548, 58, 698, 2118]
table-cell: ৫: [34, 964, 53, 1000]
table-cell: আমলী আদালত ফতুল্লা: [292, 929, 349, 965]
table-cell: ০৩: [713, 1683, 742, 1708]
page-number: ৬: [26, 21, 40, 46]
legal-notice-janata-2: [363, 1092, 541, 2118]
accused-table: [712, 1606, 1018, 1709]
table-cell: সি. আর মামলা নং-১২২৬/২০১৯ ধারা-৪০৬/৪২০/৫০৬ দঃবিঃ: [53, 801, 164, 847]
table-cell: (১) হাজী আসাদুজ্জামান ফকির, পিতা-মৃত জালাল উদ্দিন ফকির, (২) মোঃ মুক্তারুজ্জামান, থানা-ফতুল্লা, জেলা-নারায়ণগঞ্জ।: [163, 883, 292, 929]
office: ৩য় যুগ্ম জেলা জজ ও অর্থঋণ আদালত, নওগাঁ।: [118, 471, 264, 481]
ad-band: হারিয়েছে: [27, 59, 355, 88]
clerk: সেরেস্তাদার: [315, 460, 349, 470]
table-cell: ১: [34, 801, 53, 847]
table-cell: আমলী আদালত আড়াইহাজার: [292, 1250, 349, 1286]
table-cell: (১) মোঃ দুলাল, মালিক-জননী ক্লথ স্টোর, সাং-গোপালদী, থানা-আড়াইহাজার, জেলা-নারায়ণগঞ্জ।: [163, 1214, 292, 1250]
table-cell: আমলী আদালত ফতুল্লা: [292, 847, 349, 883]
table-cell: ১৩: [34, 1250, 53, 1286]
gov-title: গণপ্রজাতন্ত্রী বাংলাদেশ সরকার: [797, 1498, 933, 1511]
table-cell: সি. আর মামলা নং-৭৯০/২০২১ ধারা-১৩৮ নেগোশিয়েবল ইন্সট্রুমেন্ট এ্যাক্ট, ১৮৮১: [53, 1071, 164, 1107]
case-number: অর্থঋণ মামলা নং-২১/২০২৫: [146, 199, 236, 209]
sender: প্রেরক: মোঃ কয়েছ মিয়া, পিতা মৃত হাজি মিয়া, সাং- হিলালপুর, ডাকঘর: মৌলভীবাজার-৩২০০, উপজেলা/থানা: মৌলভীবাজার সদর, জেলা: মৌলভীবাজার।: [712, 117, 1018, 138]
